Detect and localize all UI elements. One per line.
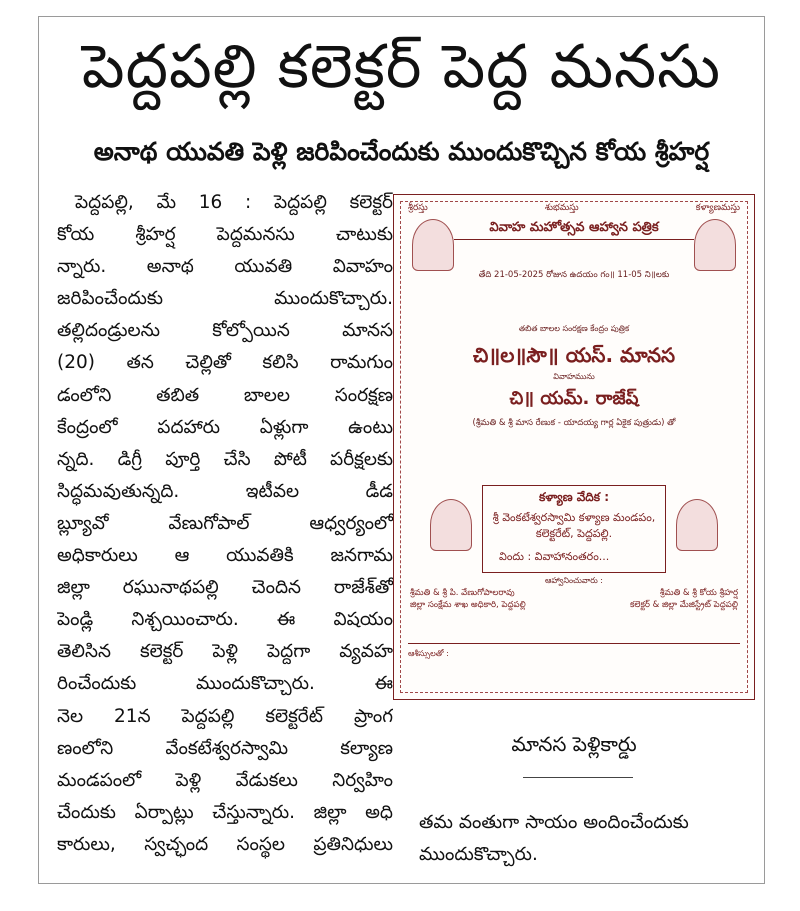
body-line: డంలోని తబిత బాలల సంరక్షణ xyxy=(57,384,393,406)
body-line: కారులు, స్వచ్ఛంద సంస్థల ప్రతినిధులు xyxy=(57,833,393,855)
card-blessings xyxy=(408,643,740,685)
caption-rule xyxy=(523,777,633,778)
card-venue-name: శ్రీ వెంకటేశ్వరస్వామి కళ్యాణ మండపం, xyxy=(492,511,656,524)
body-line: జిల్లా రఘునాథపల్లి చెందిన రాజేశ్‌తో xyxy=(57,577,393,599)
body-line: రించేందుకు ముందుకొచ్చారు. ఈ xyxy=(57,673,393,695)
card-venue-place: కలెక్టరేట్, పెద్దపల్లి. xyxy=(535,527,613,540)
body-line: న్నది. డిగ్రీ పూర్తి చేసి పోటీ పరీక్షలకు xyxy=(57,448,393,470)
subheadline: అనాథ యువతి పెళ్లి జరిపించేందుకు ముందుకొచ్చిన కోయ శ్రీహర్ష xyxy=(93,137,710,166)
body-line: పెద్దపల్లి, మే 16 : పెద్దపల్లి కలెక్టర్ xyxy=(75,192,393,213)
body-line: మండపంలో పెళ్లి వేడుకలు నిర్వహిం xyxy=(57,769,393,791)
deity-left-icon xyxy=(412,219,454,271)
card-top-right: కళ్యాణమస్తు xyxy=(695,203,740,213)
headline: పెద్దపల్లి కలెక్టర్ పెద్ద మనసు xyxy=(81,32,722,102)
card-date-line: తేది 21-05-2025 రోజున ఉదయం గం॥ 11-05 ని॥లకు xyxy=(478,270,670,280)
card-host-right-name: శ్రీమతి & శ్రీ కోయ శ్రీహర్ష xyxy=(659,588,738,598)
card-top-row xyxy=(408,203,740,215)
body-line: తల్లిదండ్రులను కోల్పోయిన మానస xyxy=(57,320,393,342)
body-line: ణంలోని వేంకటేశ్వరస్వామి కల్యాణ xyxy=(57,737,393,759)
card-venue-box xyxy=(482,485,666,573)
body-line: నెల 21న పెద్దపల్లి కలెక్టరేట్ ప్రాంగ xyxy=(57,705,393,727)
body-line: పెండ్లి నిశ్చయించారు. ఈ విషయం xyxy=(57,609,393,631)
card-blessings-label: ఆశీస్సులతో : xyxy=(408,649,449,658)
body-line: కేంద్రంలో పదహారు ఏళ్లుగా ఉంటు xyxy=(57,416,393,438)
card-title: వివాహ మహోత్సవ ఆహ్వాన పత్రిక xyxy=(454,217,694,240)
card-feast: విందు : వివాహానంతరం... xyxy=(499,550,610,563)
body-line: అధికారులు ఆ యువతికి జనగామ xyxy=(57,545,393,567)
body-line: చేందుకు ఏర్పాట్లు చేస్తున్నారు. జిల్లా అధి xyxy=(57,801,393,823)
body-line: ముందుకొచ్చారు. xyxy=(419,844,538,865)
wedding-card-image xyxy=(393,194,755,700)
body-line: జరిపించేందుకు ముందుకొచ్చారు. xyxy=(57,288,393,310)
couple-left-icon xyxy=(430,499,472,551)
card-top-left: శ్రీరస్తు xyxy=(408,203,428,213)
card-host-left-sub: జిల్లా సంక్షేమ శాఖ అధికారి, పెద్దపల్లి xyxy=(410,600,526,610)
card-venue-title: కళ్యాణ వేదిక : xyxy=(538,490,610,504)
body-line: (20) తన చెల్లితో కలిసి రామగుం xyxy=(57,352,393,374)
card-groom-parents: (శ్రీమతి & శ్రీ మాస రేణుక - యాదయ్య గార్ల ఏకైక పుత్రుడు) తో xyxy=(472,418,676,428)
article-body-right xyxy=(419,807,755,871)
card-host-line: తబిత బాలల సంరక్షణ కేంద్రం పుత్రిక xyxy=(518,324,630,333)
card-bride-name: చి॥ల॥సౌ॥ యస్. మానస xyxy=(472,343,676,367)
body-line: తెలిసిన కలెక్టర్ పెళ్లి పెద్దగా వ్యవహ xyxy=(57,641,393,663)
card-host-right xyxy=(630,587,738,611)
card-host-right-sub: కలెక్టర్ & జిల్లా మేజిస్ట్రేట్ పెద్దపల్లి xyxy=(630,600,738,610)
article-frame xyxy=(38,16,765,884)
body-line: కోయ శ్రీహర్ష పెద్దమనసు చాటుకు xyxy=(57,224,393,246)
body-line: బ్ల్యూవో వేణుగోపాల్ ఆధ్వర్యంలో xyxy=(57,512,393,534)
card-top-center: శుభమస్తు xyxy=(544,203,579,213)
body-line: సిద్ధమవుతున్నది. ఇటీవల డీడ xyxy=(57,480,393,502)
deity-right-icon xyxy=(694,219,736,271)
image-caption: మానస పెళ్లికార్డు xyxy=(511,732,637,756)
card-host-left-name: శ్రీమతి & శ్రీ పి. వేణుగోపాలరావు xyxy=(410,588,515,598)
card-weds: వివాహమును xyxy=(553,372,595,381)
card-invitees-label: ఆహ్వానించువారు : xyxy=(545,576,603,585)
couple-right-icon xyxy=(676,499,718,551)
body-line: న్నారు. అనాథ యువతి వివాహం xyxy=(57,256,393,278)
body-line: తమ వంతుగా సాయం అందించేందుకు xyxy=(419,812,689,833)
article-body-left xyxy=(57,187,393,861)
card-groom-name: చి॥ యమ్. రాజేష్ xyxy=(509,388,639,409)
card-host-left xyxy=(410,587,526,611)
